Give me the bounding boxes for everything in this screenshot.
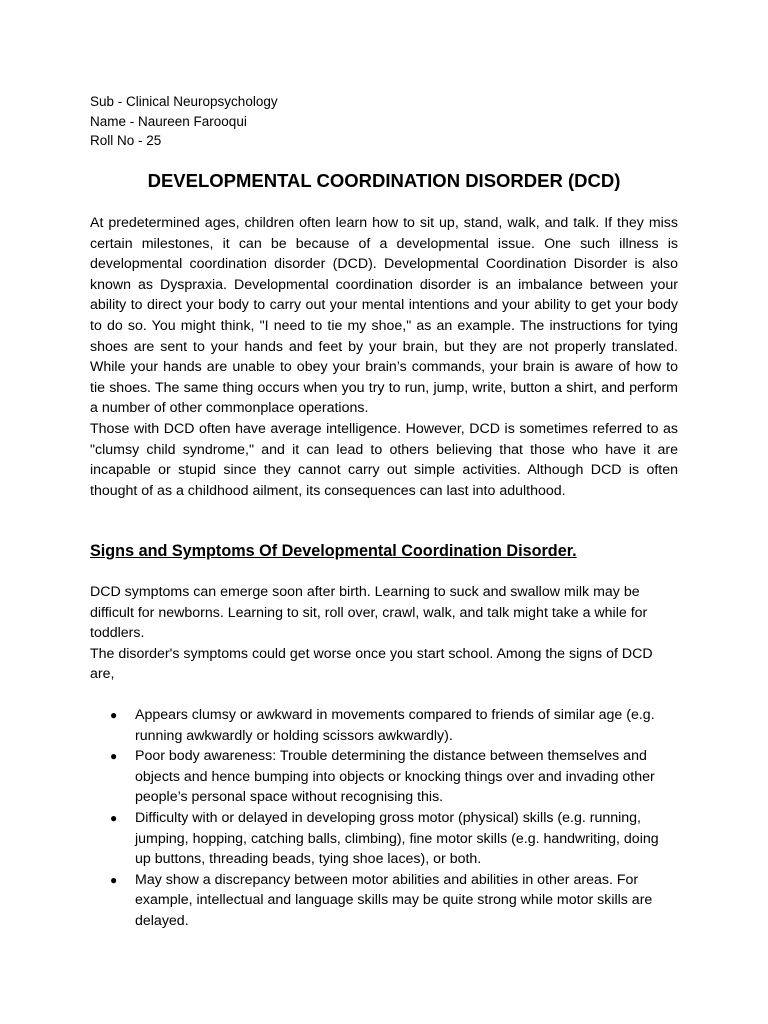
name-line: Name - Naureen Farooqui: [90, 113, 247, 129]
bullet-icon: ●: [110, 708, 118, 722]
intro-section: [90, 213, 678, 501]
symptom-list-item: [90, 746, 678, 808]
roll-number-line: Roll No - 25: [90, 133, 162, 148]
intro-paragraph: Those with DCD often have average intelligence. However, DCD is sometimes referred to as "clumsy child syndrome," and it can lead to others believing that those who have it are incapable or stupid since they cannot carry out simple activities. Although DCD is often thought of as a childhood ailment, its consequences can last into adulthood.: [90, 420, 678, 499]
symptom-text: Poor body awareness: Trouble determining the distance between themselves and objects and hence bumping into objects or knocking things over and invading other people’s personal space without recognising this.: [135, 748, 655, 806]
subject-line: Sub - Clinical Neuropsychology: [90, 94, 278, 109]
symptom-list-item: [90, 808, 678, 870]
section-heading: Signs and Symptoms Of Developmental Coordination Disorder.: [90, 542, 577, 560]
symptom-text: Appears clumsy or awkward in movements compared to friends of similar age (e.g. running awkwardly or holding scissors awkwardly).: [135, 707, 655, 744]
document-title: DEVELOPMENTAL COORDINATION DISORDER (DCD): [147, 170, 621, 191]
symptoms-list: [90, 705, 678, 932]
bullet-icon: ●: [110, 810, 118, 825]
signs-intro: [90, 582, 678, 685]
document-header: [90, 92, 278, 151]
symptom-text: Difficulty with or delayed in developing gross motor (physical) skills (e.g. running, jumping, hopping, catching balls, climbing), fine motor skills (e.g. handwriting, doing up buttons, threading beads, tying shoe laces), or both.: [135, 809, 659, 868]
bullet-icon: ●: [110, 872, 118, 887]
symptom-text: May show a discrepancy between motor abilities and abilities in other areas. For example, intellectual and language skills may be quite strong while motor skills are delayed.: [135, 871, 653, 929]
symptom-list-item: [90, 870, 678, 932]
symptom-list-item: [90, 705, 678, 746]
bullet-icon: ●: [110, 749, 118, 764]
intro-paragraph: At predetermined ages, children often learn how to sit up, stand, walk, and talk. If they miss certain milestones, it can be because of a developmental issue. One such illness is developmental coordination disorder (DCD). Developmental Coordination Disorder is also known as Dyspraxia. Developmental coordination disorder is an imbalance between your ability to direct your body to carry out your mental intentions and your ability to get your body to do so. You might think, "I need to tie my shoe," as an example. The instructions for tying shoes are sent to your hands and feet by your brain, but they are not properly translated. While your hands are unable to obey your brain’s commands, your brain is aware of how to tie shoes. The same thing occurs when you try to run, jump, write, button a shirt, and perform a number of other commonplace operations.: [90, 215, 678, 417]
signs-paragraph: The disorder's symptoms could get worse once you start school. Among the signs of DCD are,: [90, 645, 653, 683]
signs-paragraph: DCD symptoms can emerge soon after birth. Learning to suck and swallow milk may be difficult for newborns. Learning to sit, roll over, crawl, walk, and talk might take a while for toddlers.: [90, 584, 648, 642]
